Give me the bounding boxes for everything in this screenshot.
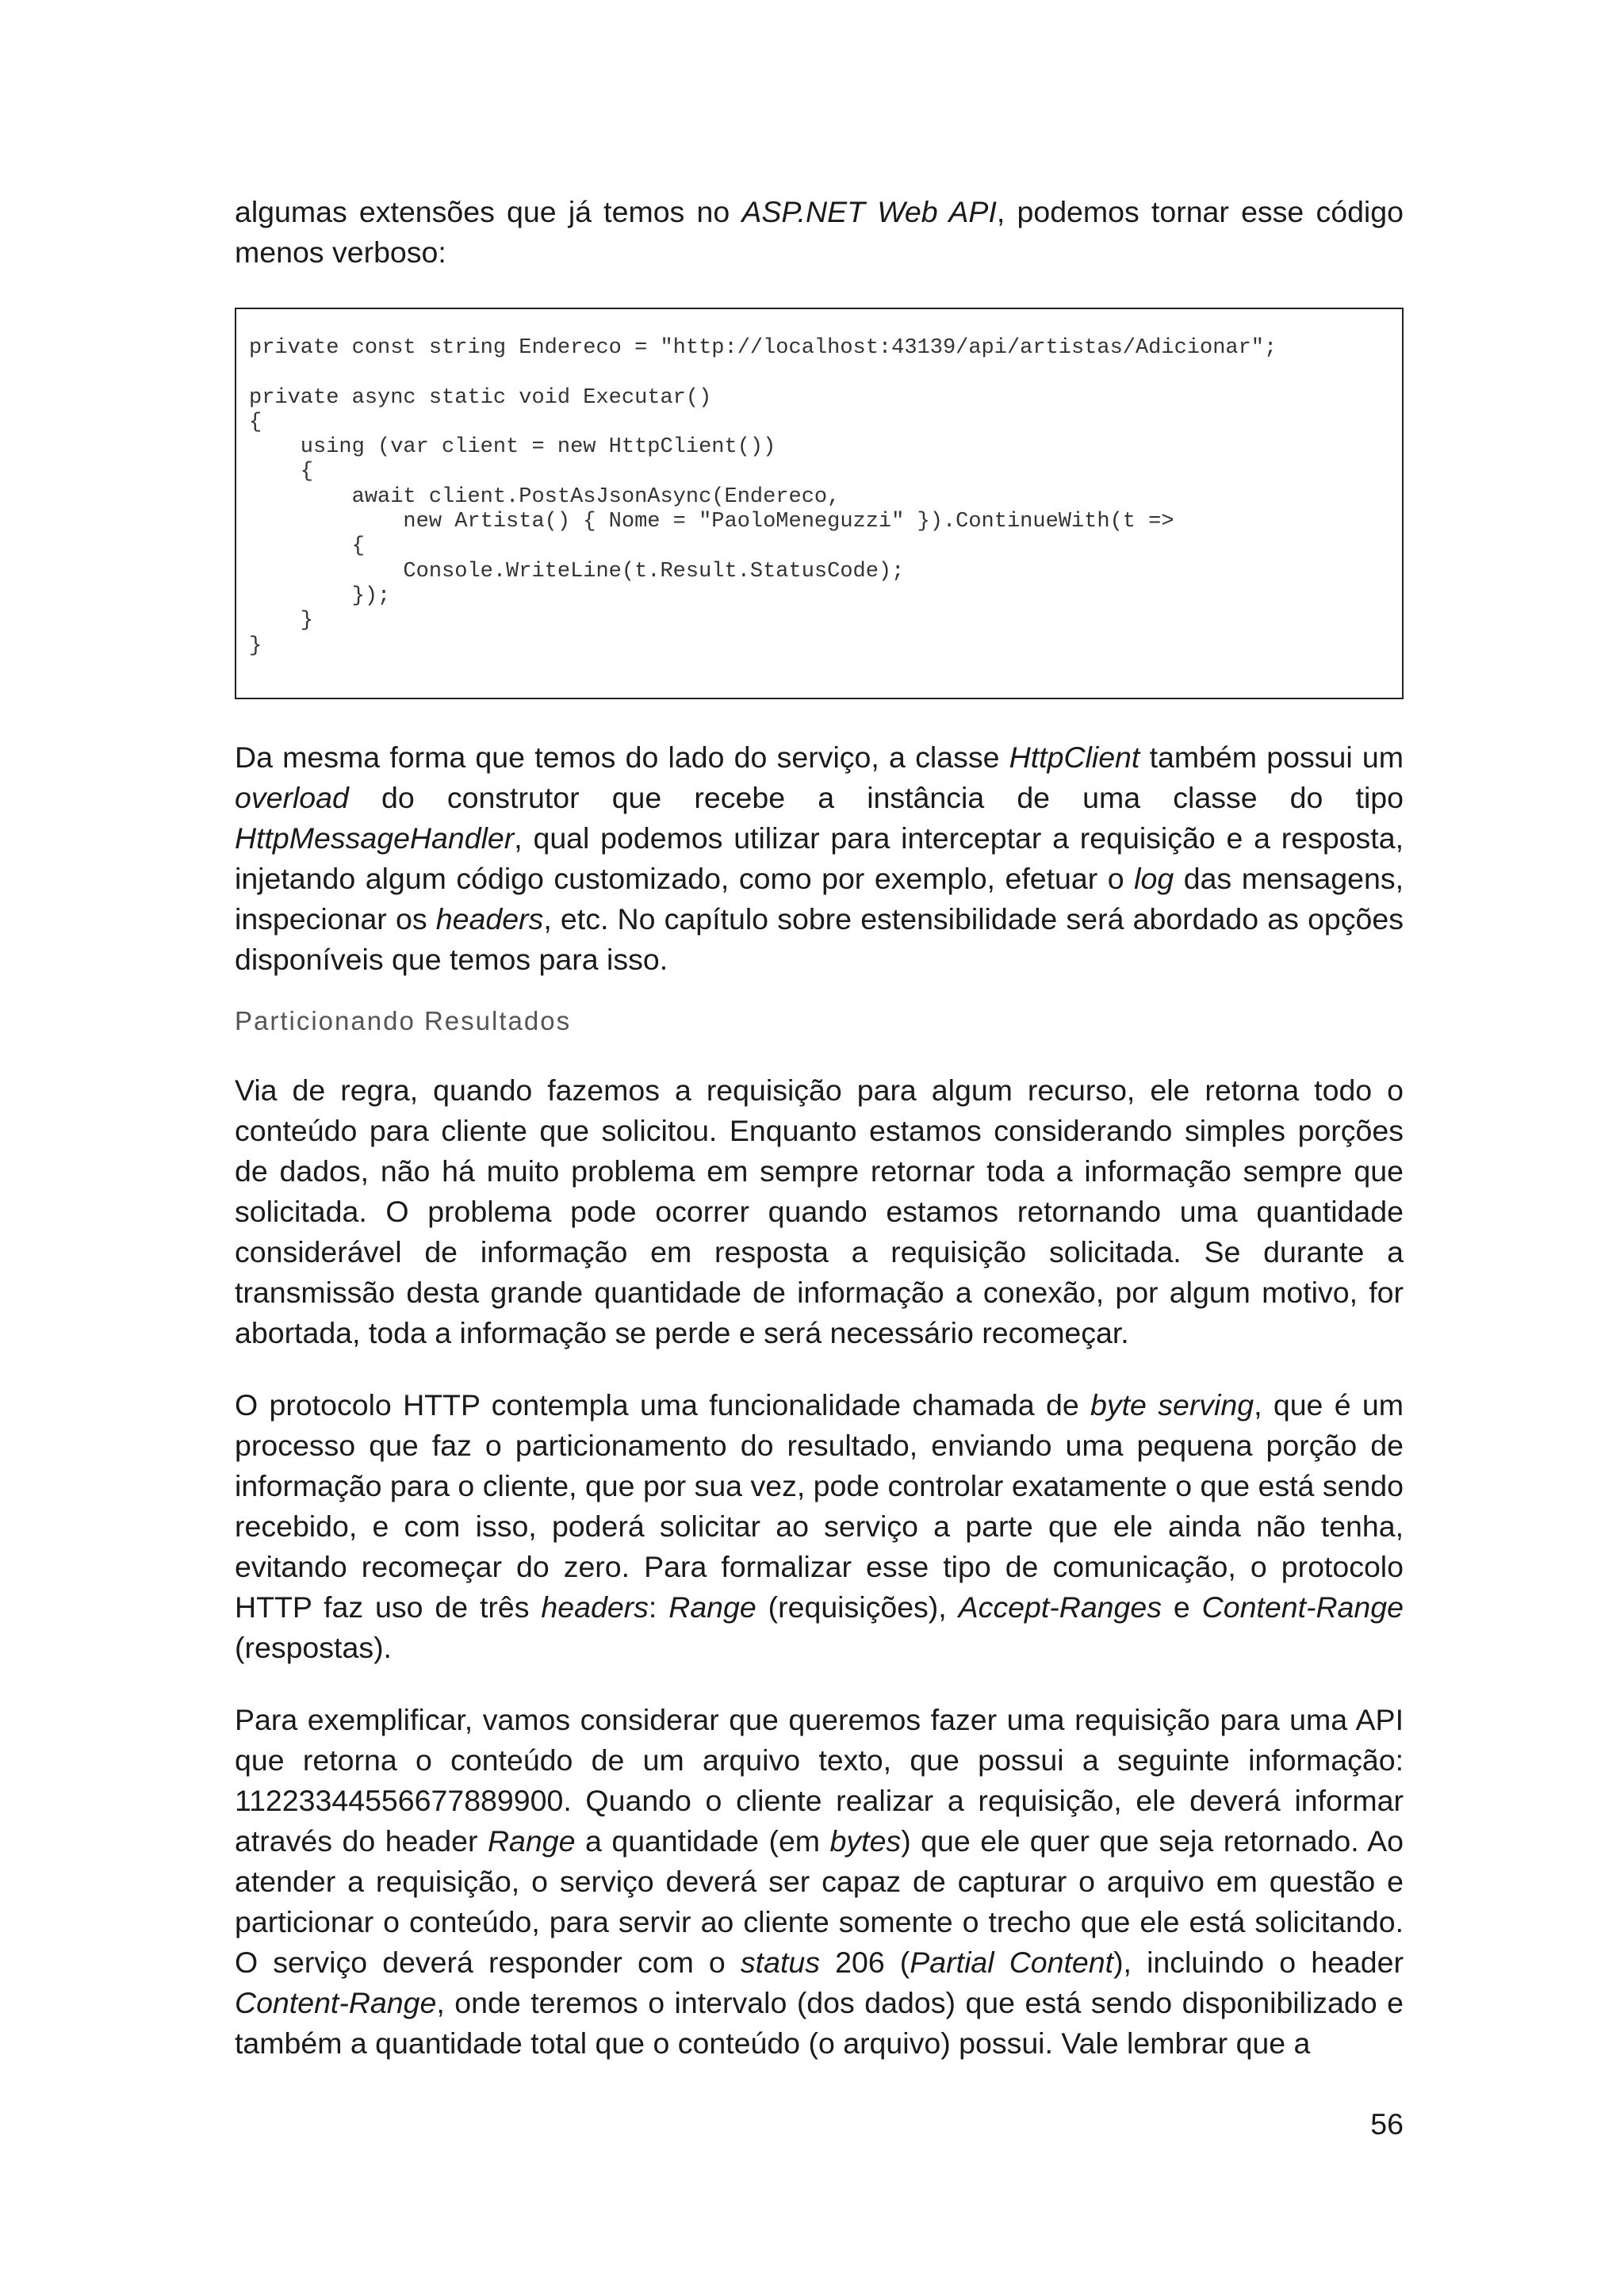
emphasis-run: HttpClient (1009, 740, 1140, 774)
emphasis-run: Range (668, 1590, 756, 1624)
emphasis-run: headers (541, 1590, 649, 1624)
text-run: Para exemplificar, vamos considerar que queremos fazer uma requisição para uma API que retorna o conteúdo de um arquivo texto, que possui a seguinte informação: 11223344556677889900. Quando o cliente realizar a requisição, ele deverá informar através do header (235, 1703, 1404, 1858)
code-line: new Artista() { Nome = "PaoloMeneguzzi" }).ContinueWith(t => (249, 510, 1174, 534)
emphasis-run: Content-Range (235, 1986, 437, 2019)
emphasis-run: status (740, 1946, 820, 1979)
text-run: do construtor que recebe a instância de uma classe do tipo (348, 781, 1404, 814)
text-run: a quantidade (em (575, 1824, 830, 1858)
code-line: { (249, 410, 262, 434)
example-paragraph (235, 1700, 1404, 2064)
intro-paragraph (235, 192, 1404, 273)
text-run: 206 ( (819, 1946, 910, 1979)
page-content (235, 192, 1404, 2064)
text-run: ) que ele quer que seja retornado. Ao atender a requisição, o serviço deverá ser capaz de capturar o arquivo em questão e particionar o conteúdo, para servir ao cliente somente o trecho que ele está solicitando. O serviço deverá responder com o (235, 1824, 1404, 1979)
code-listing (249, 336, 1389, 659)
code-line: private async static void Executar() (249, 385, 712, 410)
emphasis-run: byte serving (1090, 1388, 1254, 1422)
code-line: { (249, 534, 365, 559)
text-run: também possui um (1139, 740, 1404, 774)
emphasis-run: HttpMessageHandler (235, 821, 515, 855)
code-line: { (249, 460, 314, 484)
code-block (235, 308, 1404, 699)
code-line: Console.WriteLine(t.Result.StatusCode); (249, 559, 905, 584)
page-number: 56 (1370, 2107, 1404, 2141)
text-run: Da mesma forma que temos do lado do serviço, a classe (235, 740, 1009, 774)
emphasis-run: overload (235, 781, 349, 814)
partitioning-paragraph (235, 1070, 1404, 1353)
intro-text-2: , podemos tornar esse código menos verboso: (235, 195, 1404, 269)
code-line: private const string Endereco = "http://localhost:43139/api/artistas/Adicionar"; (249, 336, 1277, 360)
text-run: , qual podemos utilizar para interceptar a requisição e a resposta, injetando algum código customizado, como por exemplo, efetuar o (235, 821, 1404, 895)
text-run: das mensagens, inspecionar os (235, 862, 1404, 936)
text-run: (respostas). (235, 1631, 392, 1664)
text-run: Via de regra, quando fazemos a requisição para algum recurso, ele retorna todo o conteúdo para cliente que solicitou. Enquanto estamos considerando simples porções de dados, não há muito problema em sempre retornar toda a informação sempre que solicitada. O problema pode ocorrer quando estamos retornando uma quantidade considerável de informação em resposta a requisição solicitada. Se durante a transmissão desta grande quantidade de informação a conexão, por algum motivo, for abortada, toda a informação se perde e será necessário recomeçar. (235, 1073, 1404, 1349)
emphasis-run: Range (487, 1824, 576, 1858)
text-run: ), incluindo o header (1113, 1946, 1404, 1979)
code-line: } (249, 609, 314, 633)
httpclient-paragraph (235, 737, 1404, 980)
code-line: }); (249, 584, 391, 608)
code-line: await client.PostAsJsonAsync(Endereco, (249, 484, 841, 509)
emphasis-run: headers (435, 902, 544, 936)
emphasis-run: Accept-Ranges (958, 1590, 1162, 1624)
text-run: e (1162, 1590, 1202, 1624)
emphasis-run: Partial Content (910, 1946, 1114, 1979)
emphasis-run: Content-Range (1201, 1590, 1404, 1624)
byte-serving-paragraph (235, 1385, 1404, 1668)
code-line: } (249, 633, 262, 658)
code-line: using (var client = new HttpClient()) (249, 435, 776, 460)
text-run: O protocolo HTTP contempla uma funcionalidade chamada de (235, 1388, 1091, 1422)
emphasis-run: log (1134, 862, 1174, 895)
code-blank-line (249, 361, 1389, 385)
section-heading: Particionando Resultados (235, 1006, 572, 1035)
text-run: , que é um processo que faz o particionamento do resultado, enviando uma pequena porção de informação para o cliente, que por sua vez, pode controlar exatamente o que está sendo recebido, e com isso, poderá solicitar ao serviço a parte que ele ainda não tenha, evitando recomeçar do zero. Para formalizar esse tipo de comunicação, o protocolo HTTP faz uso de três (235, 1388, 1404, 1624)
emphasis-run: bytes (829, 1824, 902, 1858)
text-run: (requisições), (756, 1590, 959, 1624)
intro-text-1: algumas extensões que já temos no (235, 195, 742, 228)
text-run: , onde teremos o intervalo (dos dados) que está sendo disponibilizado e também a quantidade total que o conteúdo (o arquivo) possui. Vale lembrar que a (235, 1986, 1404, 2060)
text-run: : (648, 1590, 669, 1624)
intro-emphasis: ASP.NET Web API (741, 195, 997, 228)
text-run: , etc. No capítulo sobre estensibilidade será abordado as opções disponíveis que temos para isso. (235, 902, 1404, 976)
